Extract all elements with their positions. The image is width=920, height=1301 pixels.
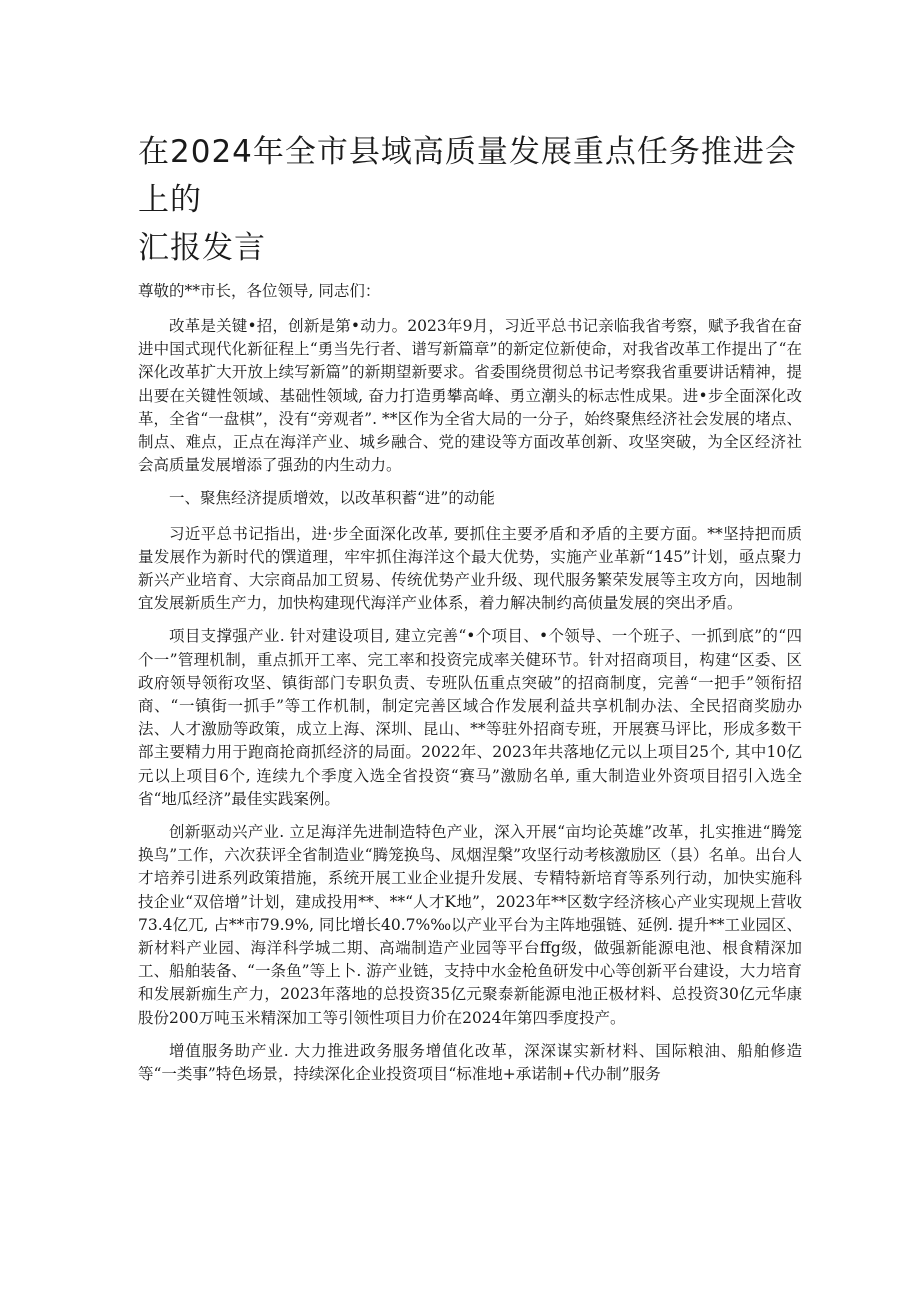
section-paragraph: 增值服务助产业. 大力推进政务服务增值化改革，深深谋实新材料、国际粮油、船舶修造等“一类事”特色场景，持续深化企业投资项目“标准地+承诺制+代办制”服务: [138, 1041, 802, 1084]
title-line-1: 在2024年全市县域高质量发展重点任务推进会上的: [138, 134, 797, 218]
title-line-2: 汇报发言: [138, 230, 266, 266]
intro-paragraph: 改革是关键•招，创新是第•动力。2023年9月，习近平总书记亲临我省考察，赋予我省在奋进中国式现代化新征程上“勇当先行者、谱写新篇章”的新定位新使命，对我省改革工作提出了“在深化改革扩大开放上续写新篇”的新期望新要求。省委围绕贯彻总书记考察我省重要讲话精神，提出要在关键性领域、基础性领域, 奋力打造勇攀高峰、勇立潮头的标志性成果。进•步全面深化改革，全省“一盘棋”，没有“旁观者”. **区作为全省大局的一分子，始终聚焦经济社会发展的堵点、制点、难点，正点在海洋产业、城乡融合、党的建设等方面改革创新、攻坚突破，为全区经济社会高质量发展增添了强劲的内生动力。: [138, 317, 802, 475]
section-paragraph: 项目支撑强产业. 针对建设项目, 建立完善“•个项目、•个领导、一个班子、一抓到底”的“四个一”管理机制，重点抓开工率、完工率和投资完成率关健环节。针对招商项目，构建“区委、区政府领导领衔攻坚、镇街部门专职负责、专班队伍重点突破”的招商制度，完善“一把手”领衔招商、“一镇街一抓手”等工作机制，制定完善区域合作发展利益共享机制办法、全民招商奖励办法、人才激励等政策，成立上海、深圳、昆山、**等驻外招商专班，开展赛马评比，形成多数干部主要精力用于跑商抢商抓经济的局面。2022年、2023年共落地亿元以上项目25个, 其中10亿元以上项目6个, 连续九个季度入选全省投资“赛马”激励名单, 重大制造业外资项目招引入选全省“地瓜经济”最佳实践案例。: [138, 627, 802, 808]
salutation: 尊敬的**市长，各位领导, 同志们：: [138, 282, 381, 300]
document-page: [138, 128, 802, 1096]
section-paragraph: 创新驱动兴产业. 立足海洋先进制造特色产业，深入开展“亩均论英雄”改革，扎实推进“腾笼换鸟”工作，六次获评全省制造业“腾笼换鸟、凤烟涅槃”攻坚行动考核激励区（县）名单。出台人才培养引进系列政策措施，系统开展工业企业提升发展、专精特新培育等系列行动，加快实施科技企业“双倍增”计划，建成投用**、**“人才K地”，2023年**区数字经济核心产业实现规上营收73.4亿兀, 占**市79.9%, 同比增长40.7%‰以产业平台为主阵地强链、延例. 提升**工业园区、新材料产业园、海洋科学城二期、高端制造产业园等平台ffg级，做强新能源电池、根食精深加工、船舶装备、“一条鱼”等上卜. 游产业链，支持中水金枪鱼研发中心等创新平台建设，大力培育和发展新痂生产力，2023年落地的总投资35亿元聚泰新能源电池正极材料、总投资30亿元华康股份200万吨玉米精深加工等引领性项目力价在2024年第四季度投产。: [138, 823, 802, 1027]
document-title: [138, 128, 802, 272]
section-heading: 一、聚焦经济提质增效，以改革积蓄“进”的动能: [169, 489, 495, 508]
section-paragraph: 习近平总书记指出，进·步全面深化改革, 要抓住主要矛盾和矛盾的主要方面。**坚持把而质量发展作为新时代的馔道理，牢牢抓住海洋这个最大优势，实施产业革新“145”计划，亟点聚力新兴产业培育、大宗商品加工贸易、传统优势产业升级、现代服务繁荣发展等主攻方向，因地制宜发展新质生产力，加快构建现代海洋产业体系，着力解决制约高侦量发展的突出矛盾。: [138, 524, 802, 613]
